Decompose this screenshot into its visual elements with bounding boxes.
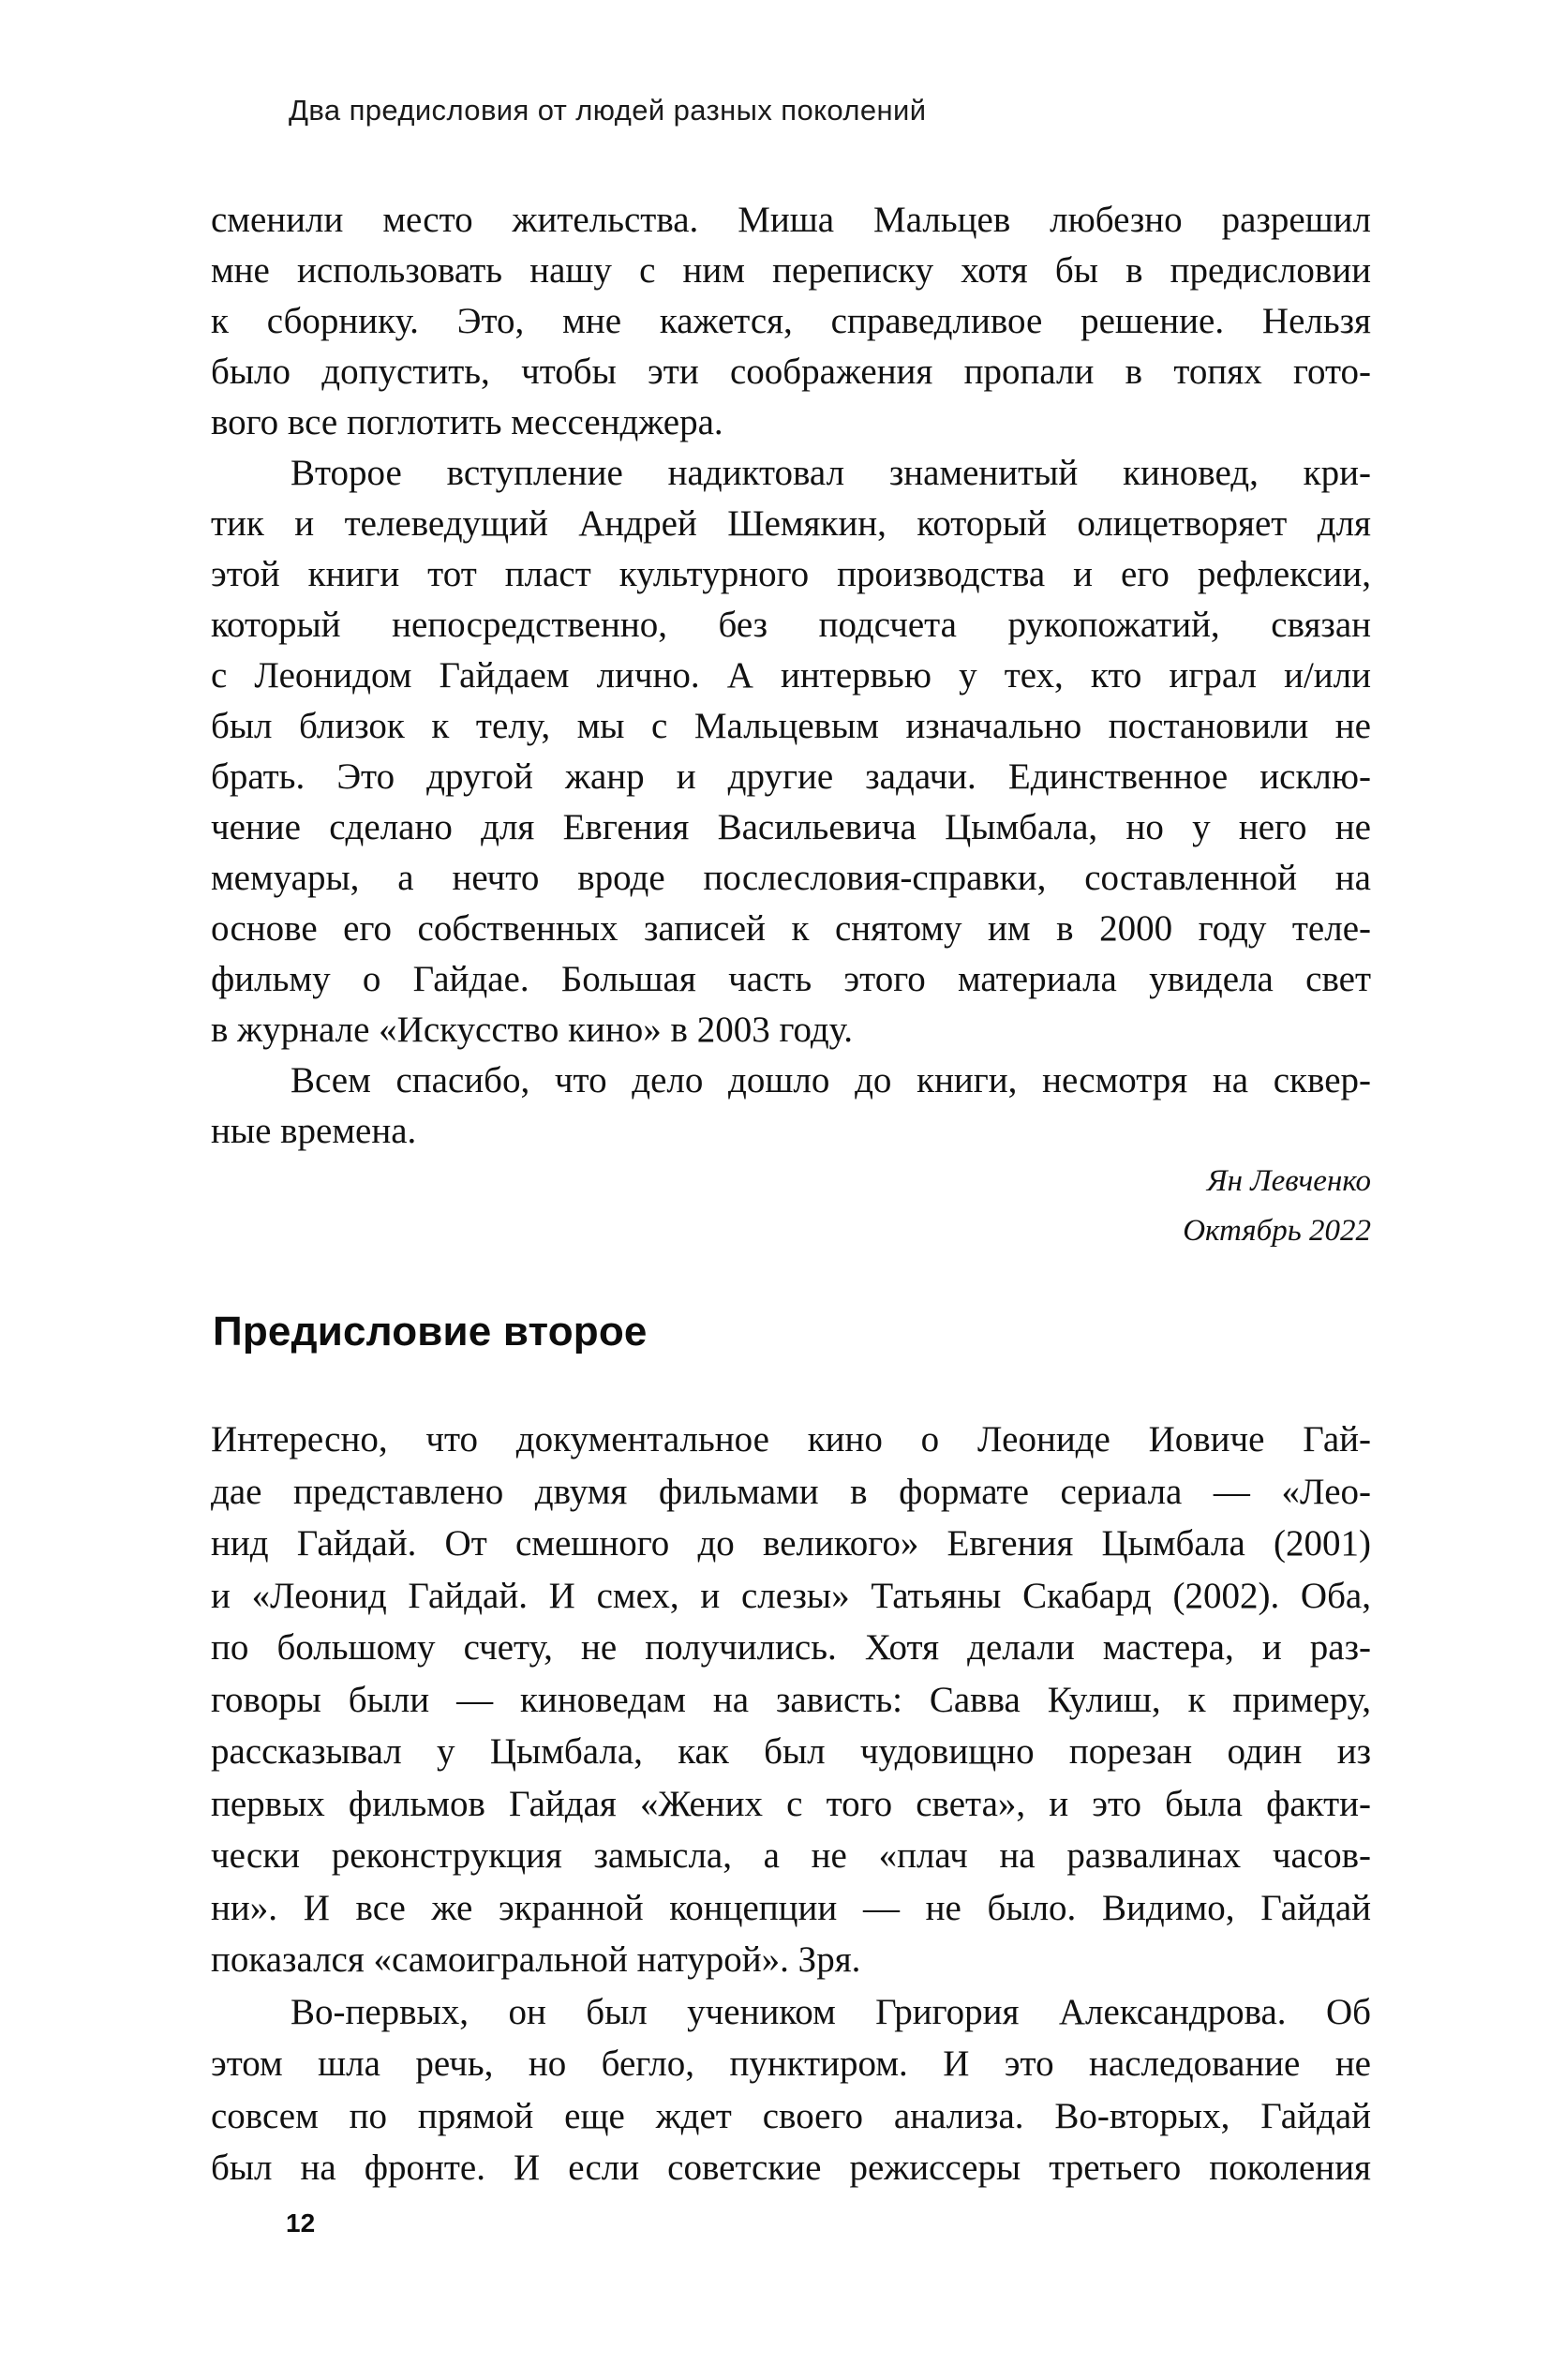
text-line: фильму о Гайдае. Большая часть этого материала увидела свет <box>211 959 1371 999</box>
signature-date: Октябрь 2022 <box>1183 1214 1371 1248</box>
text-line: рассказывал у Цымбала, как был чудовищно порезан один из <box>211 1731 1371 1772</box>
text-line: ные времена. <box>211 1111 417 1151</box>
text-line: показался «самоигральной натурой». Зря. <box>211 1939 861 1980</box>
running-header: Два предисловия от людей разных поколений <box>289 94 927 127</box>
text-line: говоры были — киноведам на зависть: Савва Кулиш, к примеру, <box>211 1679 1371 1720</box>
text-line: Второе вступление надиктовал знаменитый киновед, кри- <box>291 453 1371 493</box>
paragraph <box>211 1055 1371 1157</box>
text-line: было допустить, чтобы эти соображения пропали в топях гото- <box>211 352 1371 392</box>
section-one-body <box>211 195 1371 1256</box>
page-number: 12 <box>286 2208 316 2238</box>
text-line: брать. Это другой жанр и другие задачи. Единственное исклю- <box>211 756 1371 797</box>
text-line: сменили место жительства. Миша Мальцев любезно разрешил <box>211 200 1371 240</box>
paragraph <box>211 448 1371 1055</box>
text-line: с Леонидом Гайдаем лично. А интервью у тех, кто играл и/или <box>211 655 1371 696</box>
text-line: который непосредственно, без подсчета рукопожатий, связан <box>211 605 1371 645</box>
text-line: Во-первых, он был учеником Григория Александрова. Об <box>291 1991 1371 2032</box>
text-line: тик и телеведущий Андрей Шемякин, который олицетворяет для <box>211 503 1371 544</box>
text-line: и «Леонид Гайдай. И смех, и слезы» Татьяны Скабард (2002). Оба, <box>211 1575 1371 1616</box>
text-line: этом шла речь, но бегло, пунктиром. И это наследование не <box>211 2043 1371 2084</box>
section-two-body <box>211 1414 1371 2194</box>
text-line: был близок к телу, мы с Мальцевым изначально постановили не <box>211 706 1371 746</box>
paragraph <box>211 195 1371 448</box>
signature-block <box>211 1157 1371 1256</box>
text-line: был на фронте. И если советские режиссеры третьего поколения <box>211 2148 1371 2188</box>
text-line: дае представлено двумя фильмами в формате сериала — «Лео- <box>211 1471 1371 1512</box>
text-line: чески реконструкция замысла, а не «плач на развалинах часов- <box>211 1835 1371 1876</box>
text-line: Интересно, что документальное кино о Леониде Иовиче Гай- <box>211 1419 1371 1459</box>
text-line: нид Гайдай. От смешного до великого» Евгения Цымбала (2001) <box>211 1523 1371 1564</box>
text-line: совсем по прямой еще ждет своего анализа. Во-вторых, Гайдай <box>211 2095 1371 2136</box>
section-heading: Предисловие второе <box>213 1309 648 1355</box>
paragraph <box>211 1414 1371 1986</box>
text-line: по большому счету, не получились. Хотя делали мастера, и раз- <box>211 1627 1371 1668</box>
text-line: чение сделано для Евгения Васильевича Цымбала, но у него не <box>211 807 1371 847</box>
text-line: к сборнику. Это, мне кажется, справедливое решение. Нельзя <box>211 301 1371 341</box>
text-line: первых фильмов Гайдая «Жених с того света», и это была факти- <box>211 1783 1371 1824</box>
paragraph <box>211 1986 1371 2194</box>
text-line: ни». И все же экранной концепции — не было. Видимо, Гайдай <box>211 1887 1371 1928</box>
text-line: мне использовать нашу с ним переписку хотя бы в предисловии <box>211 250 1371 291</box>
text-line: в журнале «Искусство кино» в 2003 году. <box>211 1010 854 1050</box>
signature-author: Ян Левченко <box>1206 1164 1371 1198</box>
text-line: вого все поглотить мессенджера. <box>211 402 723 442</box>
text-line: Всем спасибо, что дело дошло до книги, несмотря на сквер- <box>291 1060 1371 1100</box>
text-line: этой книги тот пласт культурного производства и его рефлексии, <box>211 554 1371 594</box>
text-line: основе его собственных записей к снятому им в 2000 году теле- <box>211 908 1371 949</box>
text-line: мемуары, а нечто вроде послесловия-справки, составленной на <box>211 858 1371 898</box>
